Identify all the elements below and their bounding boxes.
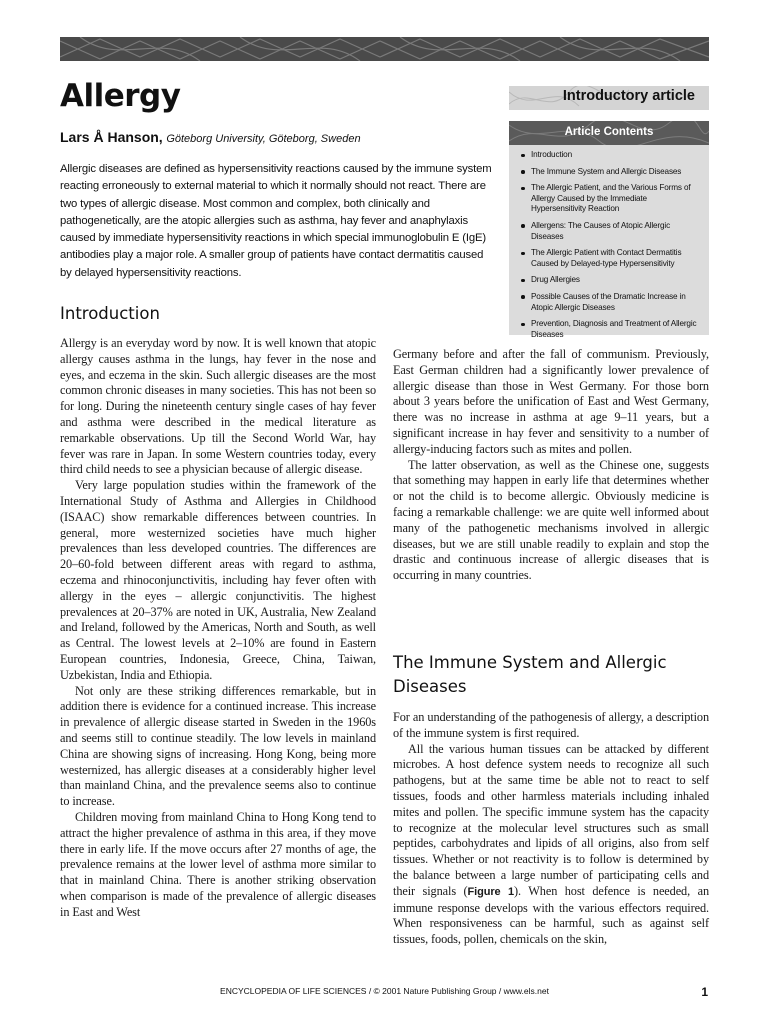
contents-item-immune-system[interactable]: The Immune System and Allergic Diseases: [521, 167, 703, 178]
paragraph: Allergy is an everyday word by now. It is well known that atopic allergy causes asthma in the lungs, hay fever in the nose and eyes, and eczema in the skin. Such allergic diseases are the most common chronic diseases in many societies. This has not been so for long. During the nineteenth century single cases of hay fever and asthma were described in the medical literature as remarkable observations. Up till the Second World War, hay fever was rare in Japan. In some Western countries today, every third child needs to see a physician because of allergic disease.: [60, 336, 376, 477]
section-heading-introduction: Introduction: [60, 304, 160, 323]
contents-item-drug-allergies[interactable]: Drug Allergies: [521, 275, 703, 286]
paragraph-text: All the various human tissues can be attacked by different microbes. A host defence system needs to recognize all such pathogens, but at the same time be able not to react to self tissues, foods and other harmless materials including inhaled mites and pollen. The specific immune system has the capacity to recognize at the molecular level structures such as small peptides, carbohydrates and lipids of all origins, also from self tissues. Whether or not reactivity is to follow is determined by the balance between a large number of participating cells and their signals (: [393, 741, 709, 898]
contents-item-possible-causes[interactable]: Possible Causes of the Dramatic Increase in Atopic Allergic Diseases: [521, 292, 703, 313]
author-name: Lars Å Hanson,: [60, 129, 163, 145]
header-banner: [60, 37, 709, 61]
author-affiliation: Göteborg University, Göteborg, Sweden: [166, 133, 361, 145]
paragraph-text: ). When host defence is needed, an immune response develops with the various effectors required. When responsiveness can be harmful, such as against self tissues, foods, pollen, chemicals on the skin,: [393, 883, 709, 947]
page-footer: ENCYCLOPEDIA OF LIFE SCIENCES / © 2001 Nature Publishing Group / www.els.net: [220, 986, 549, 996]
abstract-text: Allergic diseases are defined as hypersensitivity reactions caused by the immune system reacting erroneously to external material to which it normally should not react. There are two types of allergic disease. Most common and complex, both clinically and pathogenetically, are the atopic allergies such as asthma, hay fever and anaphylaxis caused by immediate hypersensitivity reactions in which special immunoglobulin E (IgE) antibodies play a major role. A smaller group of patients have contact dermatitis caused by delayed hypersensitivity reactions.: [60, 163, 492, 279]
figure-1-reference[interactable]: Figure 1: [467, 885, 515, 898]
article-title: Allergy: [60, 78, 181, 114]
paragraph: Germany before and after the fall of communism. Previously, East German children had a significantly lower prevalence of allergic disease than those in West Germany. For those born about 3 years before the unification of East and West Germany, there was no increase in asthma at age 9–11 years, but a significant increase in hay fever and sensitivity to a number of allergy-inducing factors such as mites and pollen.: [393, 347, 709, 456]
author-line: [60, 129, 361, 145]
contents-list: [509, 145, 709, 340]
paragraph: Children moving from mainland China to Hong Kong tend to attract the higher prevalence of asthma in this area, if they move there in early life. If the move occurs after 27 months of age, the prevalence remains at the lower level of asthma more similar to that in mainland China. There is another striking observation when comparison is made of the prevalence of allergic diseases in East and West: [60, 809, 376, 919]
paragraph: The latter observation, as well as the Chinese one, suggests that something may happen in early life that determines whether or not the child is to become allergic. Obviously medicine is facing a remarkable challenge: we are quite well informed about many of the pathogenetic mechanisms involved in allergic diseases, but we are still unable readily to explain and stop the drastic and continuous increase of allergic diseases that is occurring in many countries.: [393, 457, 709, 583]
contents-header: [509, 121, 709, 145]
introduction-left-column: [60, 336, 376, 920]
paragraph: Very large population studies within the framework of the International Study of Asthma and Allergies in Childhood (ISAAC) show remarkable differences between countries. In general, more westernized societies have much higher prevalences than less developed countries. The differences are 20–60-fold between different areas with regard to asthma, eczema and rhinoconjunctivitis, including hay fever often with allergy in the eyes – allergic conjunctivitis. The highest prevalences at 20–37% are noted in UK, Australia, New Zealand and Ireland, followed by the Americas, North and South, as well as Central. The lowest levels at 2–10% are found in Eastern European countries, Indonesia, Greece, China, Taiwan, Uzbekistan, India and Ethiopia.: [60, 478, 376, 682]
contents-item-contact-dermatitis[interactable]: The Allergic Patient with Contact Dermatitis Caused by Delayed-type Hypersensitivity: [521, 248, 703, 269]
article-type-label: Introductory article: [562, 88, 695, 104]
article-type-badge: [509, 86, 709, 110]
paragraph: Not only are these striking differences remarkable, but in addition there is evidence for a continued increase. This increase in prevalence of allergic disease started in Sweden in the 1960s and seems still to continue steadily. The low levels in mainland China are showing signs of increasing. Hong Kong, being more westernized, has allergic diseases at a considerably higher level than mainland China, and the prevalence seems also to continue to increase.: [60, 683, 376, 809]
contents-item-introduction[interactable]: Introduction: [521, 150, 703, 161]
page-number: 1: [701, 985, 708, 999]
banner-pattern-graphic: [60, 37, 709, 61]
paragraph: For an understanding of the pathogenesis of allergy, a description of the immune system is first required.: [393, 710, 709, 740]
immune-system-column: [393, 710, 709, 948]
contents-item-prevention[interactable]: Prevention, Diagnosis and Treatment of Allergic Diseases: [521, 319, 703, 340]
contents-heading: Article Contents: [564, 126, 654, 138]
introduction-right-column: [393, 347, 709, 584]
article-contents-box: [509, 121, 709, 339]
paragraph: [393, 742, 709, 948]
contents-item-allergens[interactable]: Allergens: The Causes of Atopic Allergic Diseases: [521, 221, 703, 242]
section-heading-immune-system: The Immune System and Allergic Diseases: [393, 653, 667, 696]
contents-item-allergic-patient[interactable]: The Allergic Patient, and the Various Forms of Allergy Caused by the Immediate Hypersensitivity Reaction: [521, 183, 703, 215]
